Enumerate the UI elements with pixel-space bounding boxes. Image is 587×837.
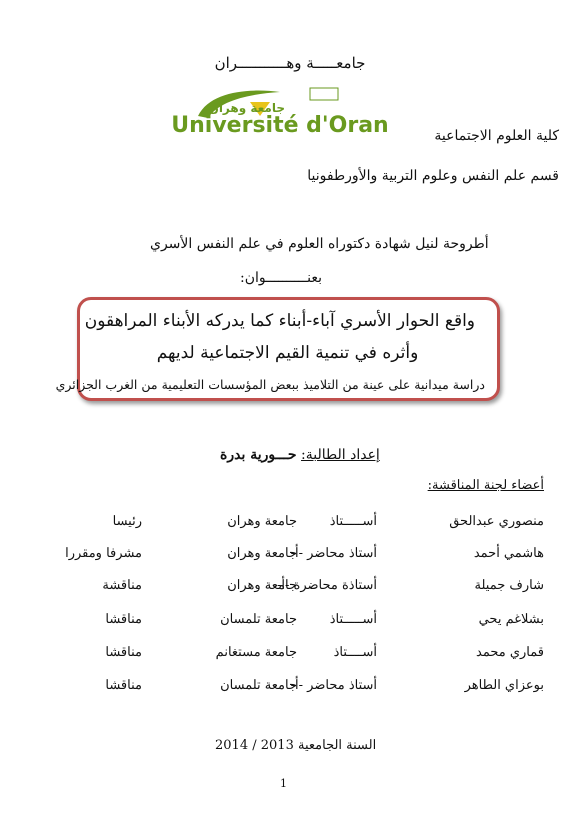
student-name: حـــورية بدرة [220, 447, 297, 463]
committee-row [0, 514, 587, 536]
committee-row [0, 612, 587, 634]
member-university: جامعة وهران [227, 578, 297, 593]
committee-row [0, 645, 587, 667]
member-rank: أســــتاذ [333, 645, 377, 660]
member-role: رئيسا [112, 514, 142, 529]
member-role: مشرفا ومقررا [65, 546, 142, 561]
department-name: قسم علم النفس وعلوم التربية والأورطفونيا [307, 168, 559, 184]
committee-heading: أعضاء لجنة المناقشة: [427, 478, 544, 493]
committee-row [0, 546, 587, 568]
member-name: شارف جميلة [474, 578, 544, 593]
member-role: مناقشة [102, 578, 142, 593]
thesis-title-line2: وأثره في تنمية القيم الاجتماعية لديهم [156, 343, 419, 363]
member-role: مناقشا [105, 678, 142, 693]
member-role: مناقشا [105, 612, 142, 627]
committee-row [0, 678, 587, 700]
member-university: جامعة تلمسان [220, 612, 297, 627]
member-name: منصوري عبدالحق [449, 514, 544, 529]
university-name: جامعـــــة وهـــــــــــران [214, 54, 366, 72]
member-rank: أســـــتاذ [329, 612, 377, 627]
student-line [220, 447, 380, 463]
member-name: هاشمي أحمد [473, 546, 544, 561]
faculty-name: كلية العلوم الاجتماعية [434, 128, 559, 144]
member-university: جامعة وهران [227, 514, 297, 529]
member-name: بشلاغم يحي [478, 612, 544, 627]
thesis-subtitle: دراسة ميدانية على عينة من التلاميذ ببعض المؤسسات التعليمية من الغرب الجزائري [55, 377, 485, 392]
committee-row [0, 578, 587, 600]
member-university: جامعة مستغانم [215, 645, 297, 660]
member-university: جامعة تلمسان [220, 678, 297, 693]
member-name: قماري محمد [476, 645, 544, 660]
thesis-title-line1: واقع الحوار الأسري آباء-أبناء كما يدركه الأبناء المراهقون [84, 311, 475, 331]
academic-year: السنة الجامعية 2013 / 2014 [215, 738, 377, 753]
thesis-description: أطروحة لنيل شهادة دكتوراه العلوم في علم النفس الأسري [150, 236, 489, 252]
university-logo [171, 86, 389, 144]
logo-latin-text: Université d'Oran [171, 113, 389, 138]
member-role: مناقشا [105, 645, 142, 660]
page-number: 1 [280, 777, 287, 790]
member-name: بوعزاي الطاهر [464, 678, 544, 693]
member-rank: أســـــتاذ [329, 514, 377, 529]
member-rank: أستاذ محاضر -أ- [290, 546, 377, 561]
title-label: بعنــــــــــوان: [240, 270, 323, 286]
student-label: إعداد الطالبة: [301, 447, 380, 463]
member-rank: أستاذة محاضرة -أ- [277, 578, 377, 593]
member-rank: أستاذ محاضر -أ- [290, 678, 377, 693]
member-university: جامعة وهران [227, 546, 297, 561]
logo-arabic-text: جامعة وهران [208, 101, 285, 115]
